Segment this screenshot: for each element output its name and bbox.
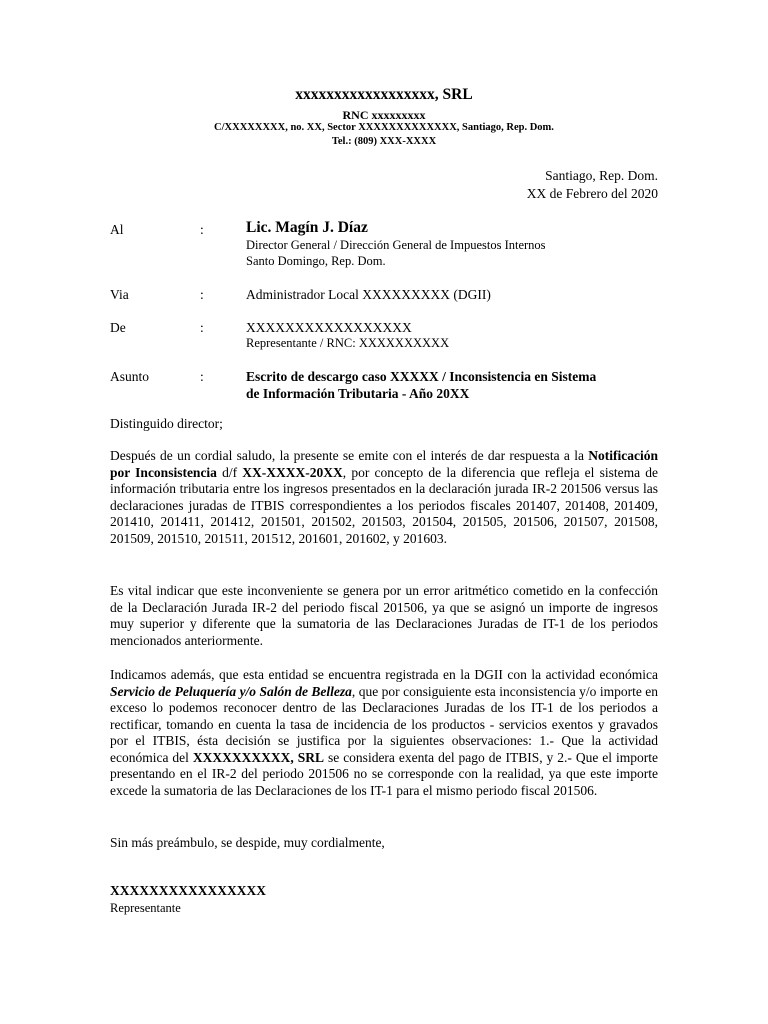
via-colon: :: [200, 287, 204, 302]
closing: Sin más preámbulo, se despide, muy cordialmente,: [110, 835, 385, 850]
subject-line-1: Escrito de descargo caso XXXXX / Inconsistencia en Sistema: [246, 369, 597, 384]
paragraph-3: [110, 667, 658, 799]
paragraph-3-text-c: se considera exenta del pago de ITBIS, y 2.- Que el importe presentando en el IR-2 del periodo 201506 no se corresponde con la realidad, ya que este importe excede la sumatoria de las Declaraciones de los IT-1 para el mismo periodo fiscal 201506.: [110, 749, 658, 798]
subject-colon: :: [200, 369, 204, 384]
recipient-colon: :: [200, 222, 204, 237]
signature-name: XXXXXXXXXXXXXXXX: [110, 883, 266, 898]
company-name: xxxxxxxxxxxxxxxxxx, SRL: [295, 86, 473, 103]
sender-name: XXXXXXXXXXXXXXXXX: [246, 320, 412, 335]
sender-colon: :: [200, 320, 204, 335]
sender-detail: Representante / RNC: XXXXXXXXXX: [246, 336, 450, 350]
paragraph-1-text-c: , por concepto de la diferencia que refleja el sistema de información tributaria entre los ingresos presentados en la declaración jurada IR-2 201506 versus las declaraciones juradas de ITBIS correspondientes a los periodos fiscales 201407, 201408, 201409, 201410, 201411, 201412, 201501, 201502, 201503, 201504, 201505, 201506, 201507, 201508, 201509, 201510, 201511, 201512, 201601, 201602, y 201603.: [110, 464, 658, 546]
recipient-label: Al: [110, 222, 124, 237]
sender-label: De: [110, 320, 126, 335]
notification-number: XX-XXXX-20XX: [242, 464, 343, 480]
recipient-title: Director General / Dirección General de Impuestos Internos: [246, 238, 546, 252]
company-phone: Tel.: (809) XXX-XXXX: [331, 136, 437, 147]
economic-activity: Servicio de Peluquería y/o Salón de Belleza: [110, 683, 352, 699]
company-rnc: RNC xxxxxxxxx: [342, 108, 426, 122]
notification-type: Notificación por Inconsistencia: [110, 448, 658, 480]
paragraph-1-text-a: Después de un cordial saludo, la presente se emite con el interés de dar respuesta a la: [110, 448, 589, 463]
subject-label: Asunto: [110, 369, 150, 384]
paragraph-2: Es vital indicar que este inconveniente se genera por un error aritmético cometido en la confección de la Declaración Jurada IR-2 del periodo fiscal 201506, ya que se asignó un importe de ingresos muy superior y diferente que la sumatoria de las Declaraciones Juradas de IT-1 de los periodos mencionados anteriormente.: [110, 583, 658, 648]
via-label: Via: [110, 287, 129, 302]
paragraph-3-text-a: Indicamos además, que esta entidad se encuentra registrada en la DGII con la actividad económica: [110, 667, 658, 682]
company-reference: XXXXXXXXXX, SRL: [192, 749, 325, 765]
paragraph-1-text-b: d/f: [216, 464, 243, 480]
subject-line-2: de Información Tributaria - Año 20XX: [246, 386, 470, 401]
letter-city: Santiago, Rep. Dom.: [545, 168, 658, 183]
via-value: Administrador Local XXXXXXXXX (DGII): [246, 287, 491, 302]
signature-title: Representante: [110, 901, 181, 915]
paragraph-3-text-b: , que por consiguiente esta inconsistencia y/o importe en exceso lo podemos reconocer dentro de las Declaraciones Juradas de los IT-1 de los periodos a rectificar, tomando en cuenta la tasa de incidencia de los productos - servicios exentos y gravados por el ITBIS, ésta decisión se justifica por la siguientes observaciones: 1.- Que la actividad económica del: [110, 683, 659, 765]
recipient-location: Santo Domingo, Rep. Dom.: [246, 254, 386, 268]
greeting: Distinguido director;: [110, 416, 223, 431]
recipient-name: Lic. Magín J. Díaz: [246, 219, 368, 236]
letter-date: XX de Febrero del 2020: [526, 186, 658, 201]
paragraph-1: [110, 448, 658, 547]
company-address: C/XXXXXXXX, no. XX, Sector XXXXXXXXXXXXX, Santiago, Rep. Dom.: [214, 122, 554, 133]
